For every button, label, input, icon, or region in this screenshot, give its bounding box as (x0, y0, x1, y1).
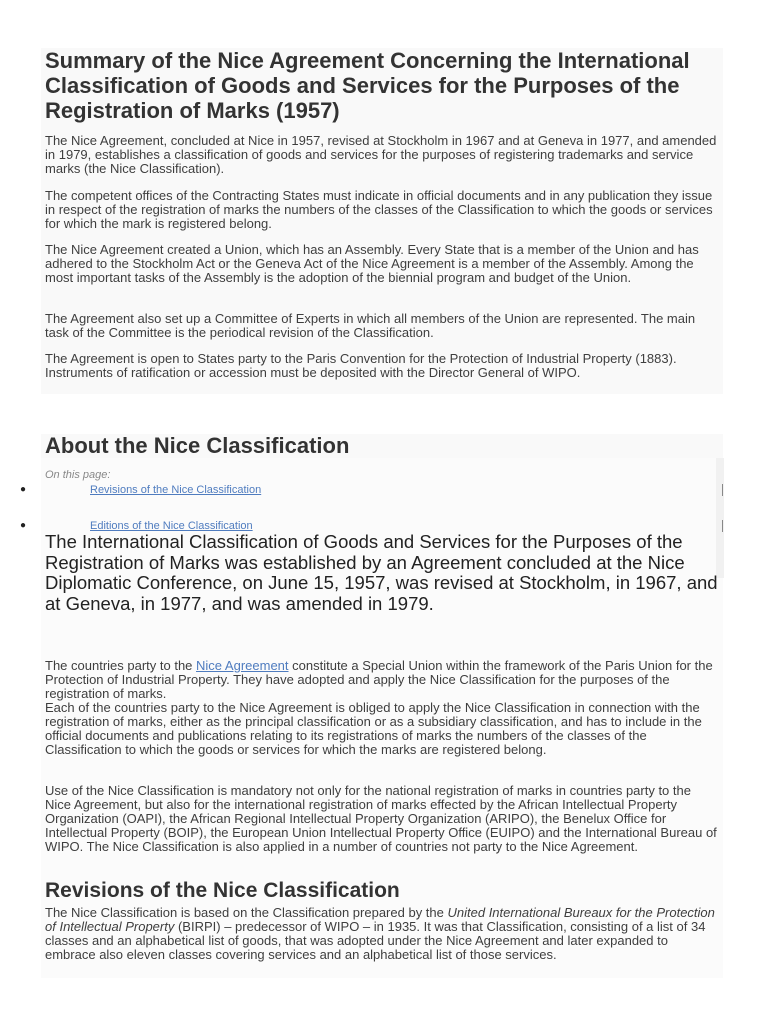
summary-paragraph-3: The Nice Agreement created a Union, which has an Assembly. Every State that is a member of the Union and has adhered to the Stockholm Act or the Geneva Act of the Nice Agreement is a member of the Assembly. Among the most important tasks of the Assembly is the adoption of the biennial program and budget of the Union. (45, 242, 699, 285)
revisions-paragraph (45, 906, 720, 962)
summary-paragraph-2: The competent offices of the Contracting States must indicate in official documents and in any publication they issue in respect of the registration of marks the numbers of the classes of the Classification to which the goods or services for which the mark is registered belong. (45, 188, 713, 231)
summary-title: Summary of the Nice Agreement Concerning the International Classification of Goods and Services for the Purposes of the Registration of Marks (1957) (45, 48, 690, 123)
nice-agreement-link[interactable]: Nice Agreement (196, 658, 289, 673)
about-paragraph-1-start: The countries party to the (45, 658, 197, 673)
about-title: About the Nice Classification (45, 433, 350, 458)
revisions-paragraph-end: (BIRPI) – predecessor of WIPO – in 1935. It was that Classification, consisting of a list of 34 classes and an alphabetical list of goods, that was adopted under the Nice Agreement and later expanded to embrace also eleven classes covering services and an alphabetical list of those services. (45, 919, 706, 962)
birpi-name: United International Bureaux for the Protection of Intellectual Property (45, 905, 715, 934)
toc-link-revisions[interactable]: Revisions of the Nice Classification (90, 484, 262, 496)
toc-divider (722, 520, 723, 532)
on-this-page-label: On this page: (45, 469, 111, 481)
toc-link-editions[interactable]: Editions of the Nice Classification (90, 520, 253, 532)
revisions-paragraph-start: The Nice Classification is based on the Classification prepared by the (45, 905, 448, 920)
toc-bullet: ● (20, 484, 27, 495)
summary-paragraph-5: The Agreement is open to States party to the Paris Convention for the Protection of Industrial Property (1883). Instruments of ratification or accession must be deposited with the Director General of WIPO. (45, 351, 677, 380)
about-paragraph-1-continued: Each of the countries party to the Nice Agreement is obliged to apply the Nice Classification in connection with the registration of marks, either as the principal classification or as a subsidiary classification, and has to include in the official documents and publications relating to its registrations of marks the numbers of the classes of the Classification to which the goods or services for which the marks are registered belong. (45, 700, 702, 757)
about-paragraph-2: Use of the Nice Classification is mandatory not only for the national registration of marks in countries party to the Nice Agreement, but also for the international registration of marks effected by the African Intellectual Property Organization (OAPI), the African Regional Intellectual Property Organization (ARIPO), the Benelux Office for Intellectual Property (BOIP), the European Union Intellectual Property Office (EUIPO) and the International Bureau of WIPO. The Nice Classification is also applied in a number of countries not party to the Nice Agreement. (45, 783, 717, 854)
toc-divider (722, 484, 723, 496)
summary-paragraph-4: The Agreement also set up a Committee of Experts in which all members of the Union are represented. The main task of the Committee is the periodical revision of the Classification. (45, 311, 696, 340)
summary-paragraph-1: The Nice Agreement, concluded at Nice in 1957, revised at Stockholm in 1967 and at Geneva in 1977, and amended in 1979, establishes a classification of goods and services for the purposes of registering trademarks and service marks (the Nice Classification). (45, 133, 717, 176)
about-lead-paragraph: The International Classification of Goods and Services for the Purposes of the Registration of Marks was established by an Agreement concluded at the Nice Diplomatic Conference, on June 15, 1957, was revised at Stockholm, in 1967, and at Geneva, in 1977, and was amended in 1979. (45, 531, 718, 614)
about-paragraph-1 (45, 659, 720, 757)
toc-bullet: ● (20, 520, 27, 531)
about-paragraph-1-end: constitute a Special Union within the framework of the Paris Union for the Protection of Industrial Property. They have adopted and apply the Nice Classification for the purposes of the registration of marks. (45, 658, 713, 701)
revisions-title: Revisions of the Nice Classification (45, 879, 400, 902)
